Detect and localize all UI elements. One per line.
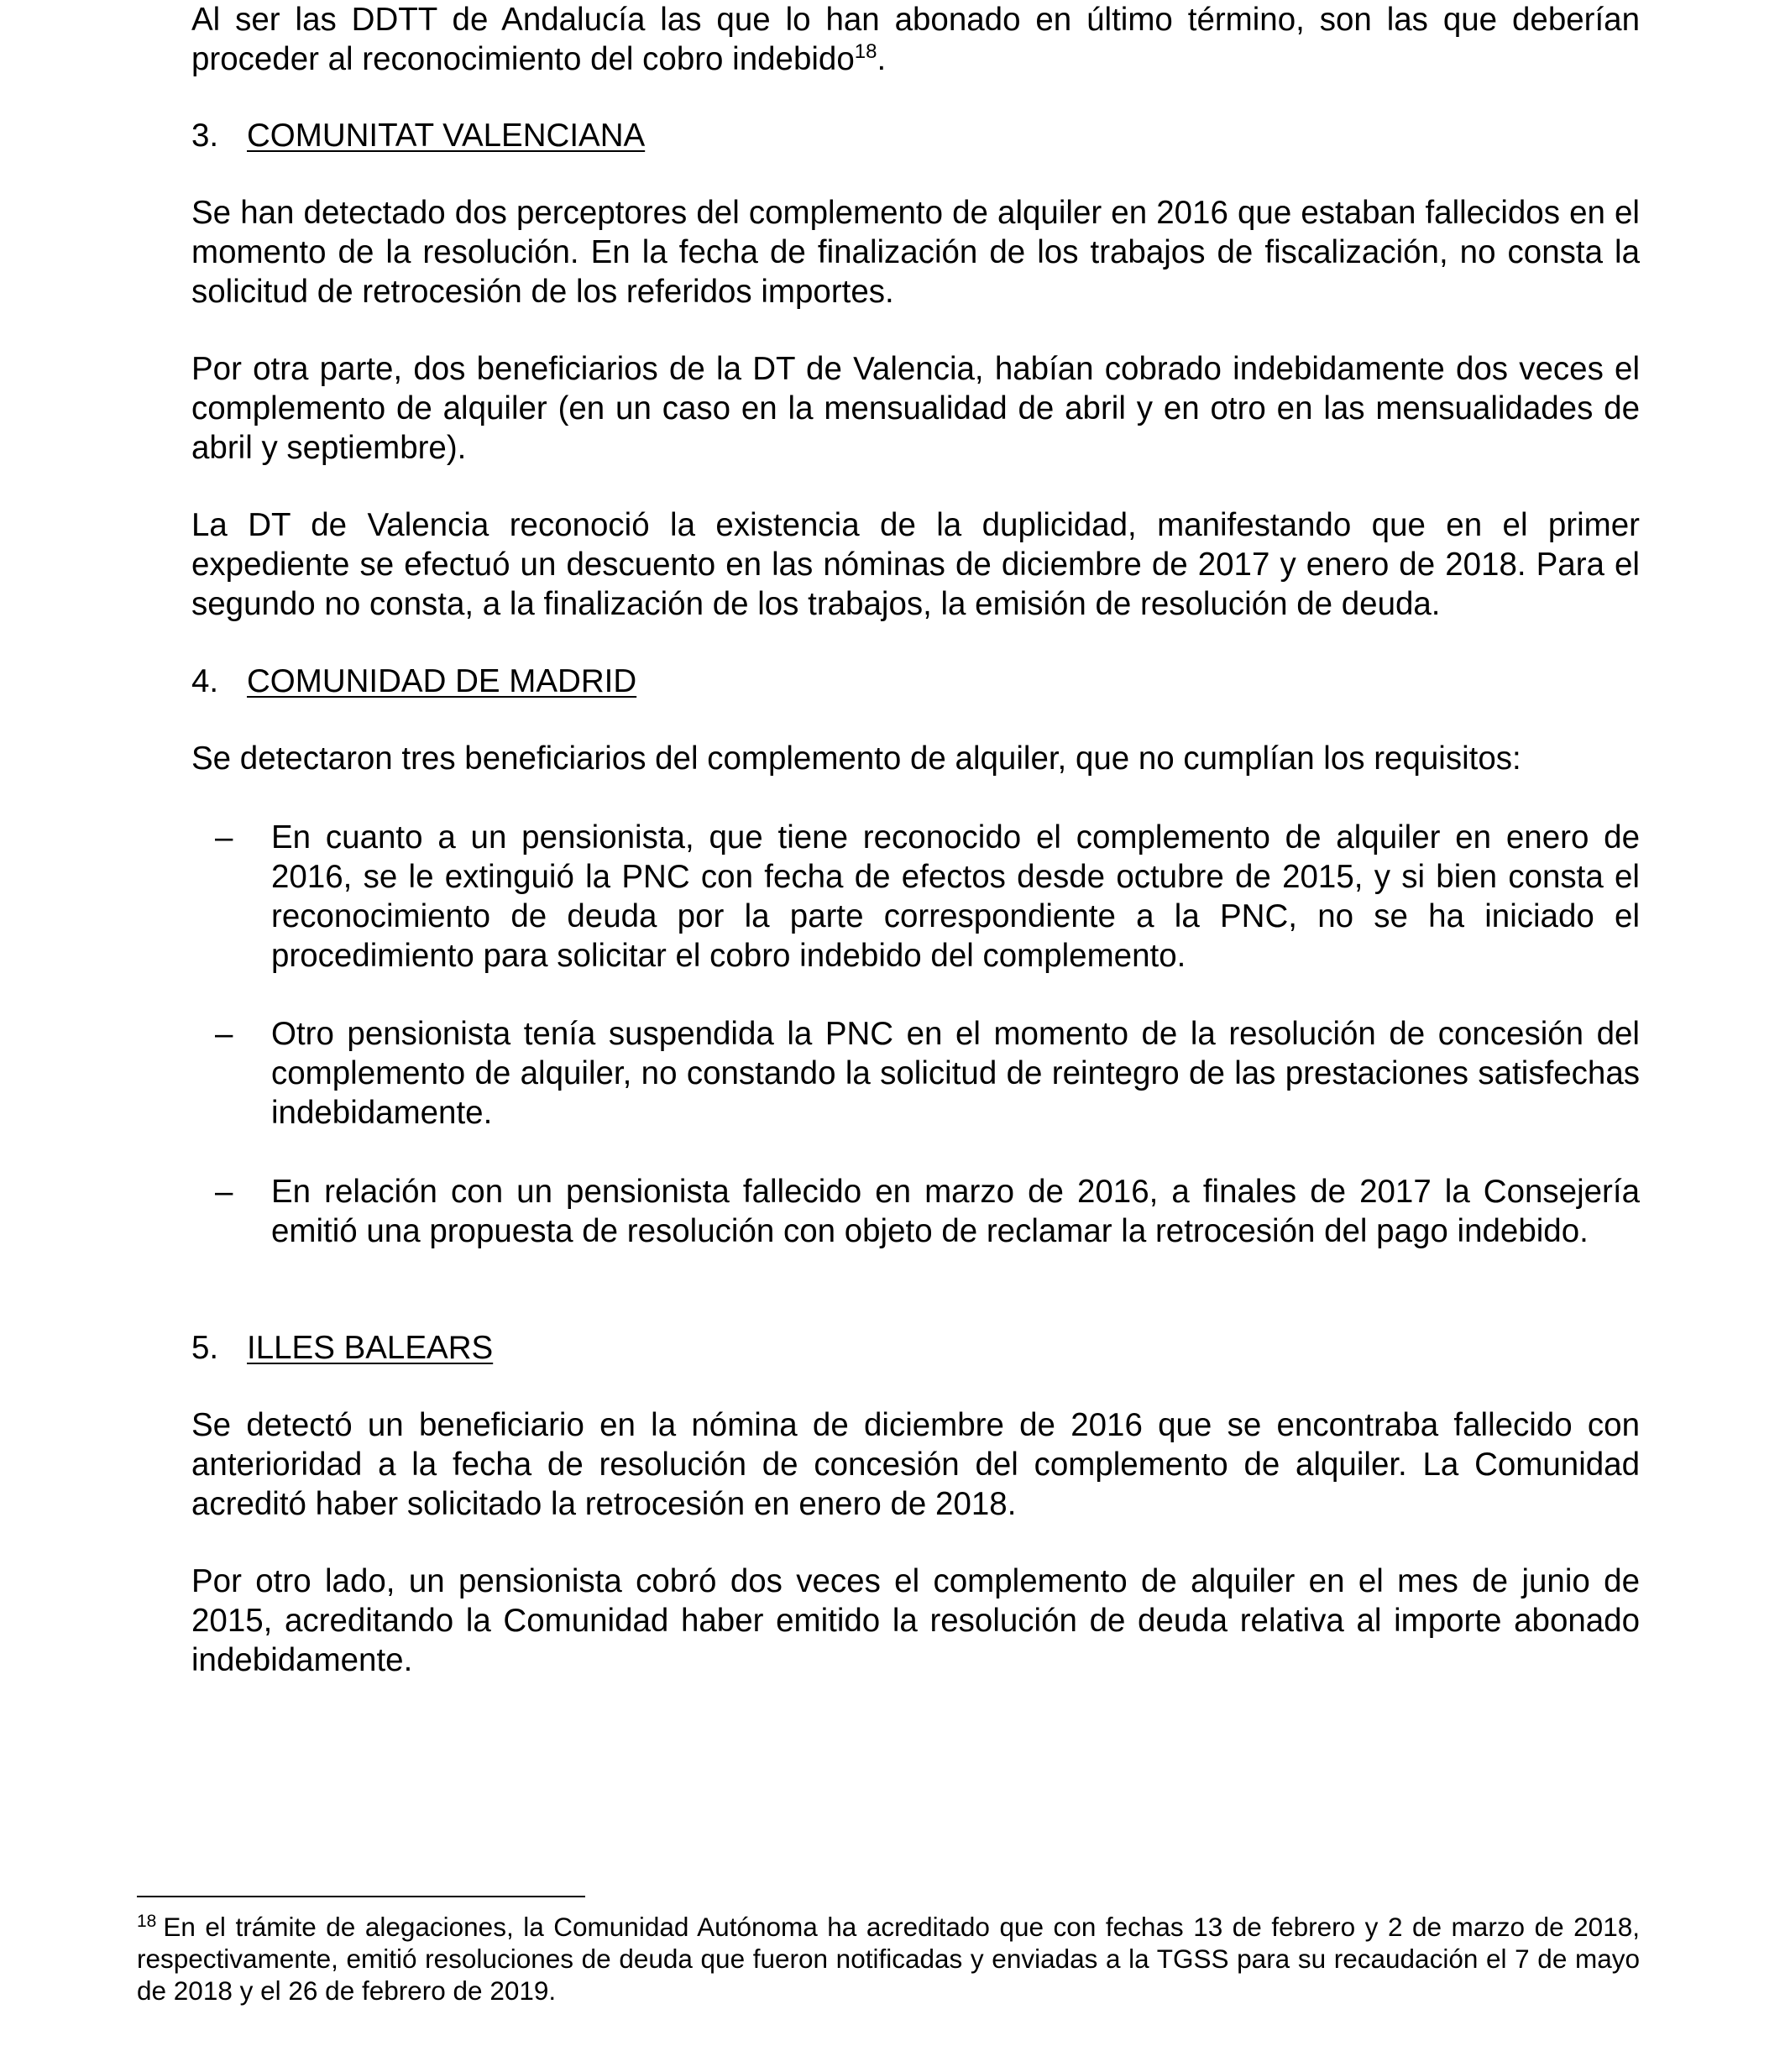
section-title: ILLES BALEARS: [247, 1330, 494, 1366]
footnote-number: 18: [137, 1911, 157, 1931]
section-title: COMUNIDAD DE MADRID: [247, 663, 637, 699]
dash-bullet-icon: –: [215, 1174, 233, 1210]
footnote-text: En el trámite de alegaciones, la Comunidad Autónoma ha acreditado que con fechas 13 de febrero y 2 de marzo de 2018, respectivamente, emitió resoluciones de deuda que fueron notificadas y enviadas a la TGSS para su recaudación el 7 de mayo de 2018 y el 26 de febrero de 2019.: [137, 1912, 1640, 2006]
list-item-text: En cuanto a un pensionista, que tiene reconocido el complemento de alquiler en enero de 2016, se le extinguió la PNC con fecha de efectos desde octubre de 2015, y si bien consta el reconocimiento de deuda por la parte correspondiente a la PNC, no se ha iniciado el procedimiento para solicitar el cobro indebido del complemento.: [271, 819, 1640, 974]
list-item-text: En relación con un pensionista fallecido en marzo de 2016, a finales de 2017 la Consejería emitió una propuesta de resolución con objeto de reclamar la retrocesión del pago indebido.: [271, 1174, 1640, 1249]
section-number: 3.: [191, 118, 219, 154]
section-number: 5.: [191, 1330, 219, 1366]
footnote-separator: [137, 1896, 585, 1897]
paragraph: Se han detectado dos perceptores del complemento de alquiler en 2016 que estaban fallecidos en el momento de la resolución. En la fecha de finalización de los trabajos de fiscalización, no consta la solicitud de retrocesión de los referidos importes.: [191, 195, 1640, 310]
dash-bullet-icon: –: [215, 1016, 233, 1052]
intro-paragraph: [191, 0, 1640, 79]
dash-bullet-icon: –: [215, 819, 233, 855]
paragraph: Se detectaron tres beneficiarios del complemento de alquiler, que no cumplían los requisitos:: [191, 740, 1521, 777]
section-heading-3: [191, 116, 645, 155]
intro-tail: .: [877, 41, 887, 77]
section-heading-5: [191, 1328, 493, 1368]
list-item: [191, 818, 1640, 976]
section-title: COMUNITAT VALENCIANA: [247, 118, 646, 154]
paragraph: Por otro lado, un pensionista cobró dos veces el complemento de alquiler en el mes de junio de 2015, acreditando la Comunidad haber emitido la resolución de deuda relativa al importe abonado indebidamente.: [191, 1563, 1640, 1678]
list-item-text: Otro pensionista tenía suspendida la PNC en el momento de la resolución de concesión del complemento de alquiler, no constando la solicitud de reintegro de las prestaciones satisfechas indebidamente.: [271, 1016, 1640, 1131]
paragraph: La DT de Valencia reconoció la existencia de la duplicidad, manifestando que en el primer expediente se efectuó un descuento en las nóminas de diciembre de 2017 y enero de 2018. Para el segundo no consta, a la finalización de los trabajos, la emisión de resolución de deuda.: [191, 507, 1640, 622]
list-item: [191, 1014, 1640, 1133]
intro-text: Al ser las DDTT de Andalucía las que lo han abonado en último término, son las que deberían proceder al reconocimiento del cobro indebido: [191, 2, 1640, 77]
footnote-reference[interactable]: 18: [854, 40, 877, 64]
paragraph: Por otra parte, dos beneficiarios de la DT de Valencia, habían cobrado indebidamente dos veces el complemento de alquiler (en un caso en la mensualidad de abril y en otro en las mensualidades de abril y septiembre).: [191, 351, 1640, 466]
section-number: 4.: [191, 663, 219, 699]
footnote: [137, 1911, 1640, 2007]
paragraph: Se detectó un beneficiario en la nómina de diciembre de 2016 que se encontraba fallecido con anterioridad a la fecha de resolución de concesión del complemento de alquiler. La Comunidad acreditó haber solicitado la retrocesión en enero de 2018.: [191, 1407, 1640, 1522]
list-item: [191, 1172, 1640, 1251]
section-heading-4: [191, 662, 636, 701]
